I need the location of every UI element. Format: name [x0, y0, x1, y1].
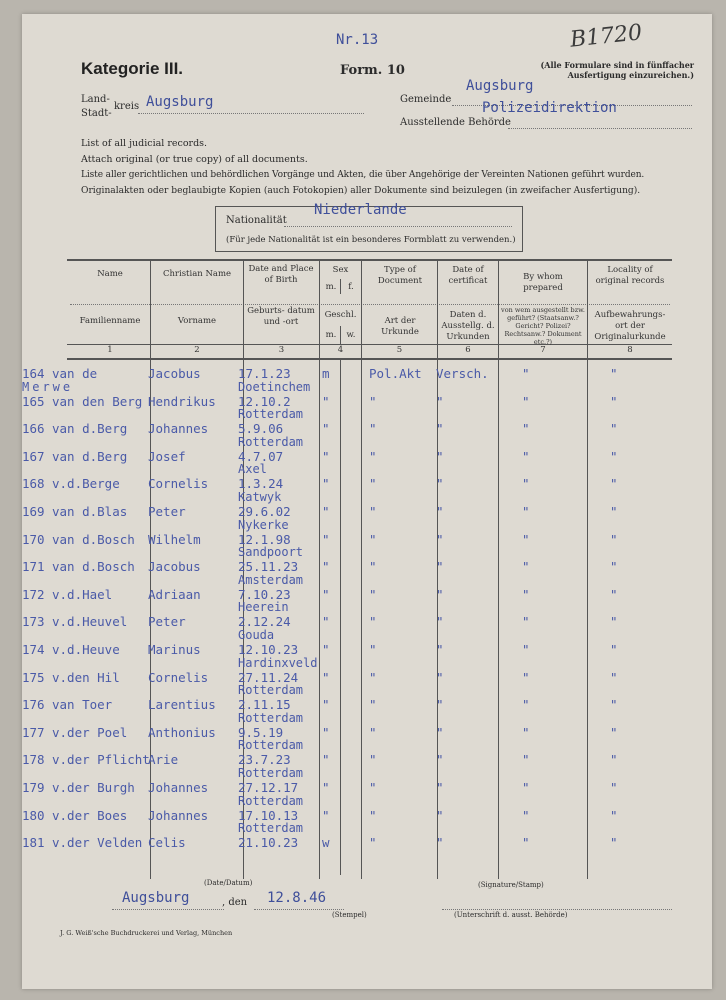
christian-name: Peter — [148, 614, 186, 630]
certificate-date: " — [436, 752, 444, 768]
certificate-date: " — [436, 586, 444, 602]
col-sex-m: m. — [325, 282, 337, 292]
table-row — [22, 683, 712, 727]
col-name-de: Familienname — [79, 316, 141, 326]
certificate-date: " — [436, 724, 444, 740]
row-number: 166 — [22, 421, 45, 437]
certificate-date: " — [436, 835, 444, 851]
nationality-value: Niederlande — [314, 202, 407, 218]
birth-date: 27.12.17 — [238, 780, 299, 795]
col-number: 1 — [107, 345, 113, 355]
prepared-by: " — [522, 393, 530, 409]
birth-place: Rotterdam — [238, 434, 304, 449]
record-locality: " — [610, 448, 618, 464]
table-row — [22, 366, 712, 396]
family-name-continued: Merwe — [22, 380, 74, 394]
table-row — [22, 710, 712, 755]
document-type: " — [369, 476, 377, 492]
row-number: 176 — [22, 697, 45, 713]
behoerde-label: Ausstellende Behörde — [400, 117, 511, 128]
table-row — [22, 793, 712, 838]
family-name: v.der Velden — [52, 835, 143, 851]
family-name: van d.Bosch — [52, 531, 135, 547]
col-sex-f: f. — [348, 282, 354, 292]
birth-date: 12.10.23 — [238, 642, 299, 657]
sex: " — [322, 697, 330, 713]
certificate-date: " — [436, 531, 444, 547]
certificate-date: " — [436, 393, 444, 409]
birth-date: 17.1.23 — [238, 366, 291, 381]
document-type: " — [369, 559, 377, 575]
document-type: " — [369, 504, 377, 519]
family-name: v.der Pflicht — [52, 752, 150, 768]
document-type: " — [369, 642, 377, 657]
birth-place: Rotterdam — [238, 407, 304, 422]
family-name: v.d.Berge — [52, 476, 120, 492]
nationality-line — [284, 226, 512, 227]
record-locality: " — [610, 669, 618, 685]
sex: " — [322, 476, 330, 492]
sex: " — [322, 724, 330, 740]
record-locality: " — [610, 780, 618, 795]
row-number: 167 — [22, 448, 45, 464]
family-name: v.d.Heuve — [52, 642, 120, 657]
birth-place: Katwyk — [238, 490, 282, 504]
place-line — [112, 909, 224, 910]
gemeinde-value: Augsburg — [466, 78, 534, 94]
birth-date: 7.10.23 — [238, 586, 291, 602]
family-name: v.d.Hael — [52, 586, 113, 602]
birth-date: 27.11.24 — [238, 669, 299, 685]
record-locality: " — [610, 393, 618, 409]
birth-place: Rotterdam — [238, 738, 304, 753]
birth-date: 29.6.02 — [238, 504, 291, 519]
row-number: 179 — [22, 780, 45, 795]
prepared-by: " — [522, 504, 530, 519]
prepared-by: " — [522, 697, 530, 713]
certificate-date: " — [436, 697, 444, 713]
nationality-label: Nationalität — [226, 215, 287, 226]
birth-date: 2.11.15 — [238, 697, 291, 713]
birth-date: 4.7.07 — [238, 448, 284, 464]
christian-name: Cornelis — [148, 669, 209, 685]
prepared-by: " — [522, 476, 530, 492]
handwritten-reference: B1720 — [568, 20, 644, 53]
birth-date: 17.10.13 — [238, 807, 299, 823]
record-locality: " — [610, 642, 618, 657]
sex: " — [322, 807, 330, 823]
birth-date: 25.11.23 — [238, 559, 299, 575]
birth-place: Rotterdam — [238, 683, 304, 698]
printer-imprint: J. G. Weiß'sche Buchdruckerei und Verlag, München — [60, 929, 233, 937]
col-doc-de: Art der Urkunde — [381, 316, 419, 337]
col-christian-de: Vorname — [177, 316, 217, 326]
record-locality: " — [610, 421, 618, 437]
row-number: 177 — [22, 724, 45, 740]
table-row — [22, 655, 712, 700]
certificate-date: " — [436, 421, 444, 437]
sex: m — [322, 366, 330, 381]
nationality-note: (Für jede Nationalität ist ein besonderes Formblatt zu verwenden.) — [226, 235, 516, 245]
sex: " — [322, 421, 330, 437]
family-name: v.der Boes — [52, 807, 128, 823]
certificate-date: " — [436, 476, 444, 492]
prepared-by: " — [522, 559, 530, 575]
table-row — [22, 738, 712, 782]
col-birth-en: Date and Place of Birth — [248, 264, 314, 285]
form-label: Form. 10 — [340, 63, 405, 78]
birth-date: 23.7.23 — [238, 752, 291, 768]
col-number: 6 — [465, 345, 471, 355]
table-row — [22, 462, 712, 506]
prepared-by: " — [522, 366, 530, 381]
prepared-by: " — [522, 669, 530, 685]
table-row — [22, 766, 712, 810]
row-number: 172 — [22, 586, 45, 602]
stadt-label: Stadt- — [81, 108, 112, 119]
col-loc-en: Locality of original records — [595, 265, 665, 286]
certificate-date: " — [436, 614, 444, 630]
table-row — [22, 821, 712, 865]
unterschrift-label: (Unterschrift d. ausst. Behörde) — [454, 911, 568, 919]
sex: " — [322, 448, 330, 464]
birth-date: 12.1.98 — [238, 531, 291, 547]
certificate-date: " — [436, 559, 444, 575]
document-type: " — [369, 697, 377, 713]
col-number: 2 — [194, 345, 200, 355]
table-numbers-rule — [67, 358, 672, 360]
col-sex-w-de: w. — [346, 330, 356, 340]
record-locality: " — [610, 559, 618, 575]
col-date-en: Date of certificat — [448, 265, 488, 286]
date-line — [254, 909, 344, 910]
row-number: 168 — [22, 476, 45, 492]
birth-place: Sandpoort — [238, 545, 304, 560]
col-number: 8 — [627, 345, 633, 355]
row-number: 169 — [22, 504, 45, 519]
birth-place: Doetinchem — [238, 379, 311, 394]
col-sex-de: Geschl. — [324, 310, 357, 320]
christian-name: Marinus — [148, 642, 201, 657]
col-sex-en: Sex — [332, 265, 349, 275]
footer-place: Augsburg — [122, 890, 190, 906]
christian-name: Anthonius — [148, 724, 216, 740]
prepared-by: " — [522, 642, 530, 657]
prepared-by: " — [522, 586, 530, 602]
document-type: " — [369, 807, 377, 823]
prepared-by: " — [522, 448, 530, 464]
col-birth-de: Geburts- datum und -ort — [247, 306, 315, 327]
certificate-date: " — [436, 504, 444, 519]
sex: " — [322, 393, 330, 409]
prepared-by: " — [522, 835, 530, 851]
behoerde-line — [508, 128, 692, 129]
col-christian-en: Christian Name — [162, 269, 232, 279]
sex: " — [322, 614, 330, 630]
row-number: 180 — [22, 807, 45, 823]
birth-date: 5.9.06 — [238, 421, 284, 437]
family-name: van de — [52, 366, 98, 381]
certificate-date: " — [436, 642, 444, 657]
form-number-stamp: Nr.13 — [336, 32, 379, 48]
col-number: 5 — [396, 345, 403, 355]
document-type: " — [369, 586, 377, 602]
col-by-en: By whom prepared — [523, 272, 563, 293]
certificate-date: " — [436, 669, 444, 685]
gemeinde-label: Gemeinde — [400, 94, 452, 105]
header-dotted-divider — [70, 304, 670, 305]
family-name: van d.Blas — [52, 504, 128, 519]
document-type: " — [369, 448, 377, 464]
behoerde-value: Polizeidirektion — [482, 100, 617, 116]
prepared-by: " — [522, 752, 530, 768]
christian-name: Adriaan — [148, 586, 201, 602]
row-number: 178 — [22, 752, 45, 768]
birth-place: Rotterdam — [238, 821, 304, 836]
christian-name: Johannes — [148, 780, 209, 795]
land-label: Land- — [81, 94, 110, 105]
family-name: van den Berg — [52, 393, 143, 409]
copies-note-2: Ausfertigung einzureichen.) — [567, 70, 694, 80]
prepared-by: " — [522, 807, 530, 823]
form-sheet — [22, 14, 712, 989]
birth-date: 21.10.23 — [238, 835, 299, 851]
row-number: 175 — [22, 669, 45, 685]
birth-place: Rotterdam — [238, 793, 304, 808]
christian-name: Celis — [148, 835, 186, 851]
family-name: v.der Burgh — [52, 780, 135, 795]
col-number: 7 — [540, 345, 546, 355]
family-name: v.d.Heuvel — [52, 614, 128, 630]
family-name: van d.Berg — [52, 448, 128, 464]
prepared-by: " — [522, 531, 530, 547]
record-locality: " — [610, 504, 618, 519]
row-number: 165 — [22, 393, 45, 409]
date-label: (Date/Datum) — [204, 879, 253, 887]
prepared-by: " — [522, 614, 530, 630]
footer-date: 12.8.46 — [267, 890, 327, 906]
birth-date: 1.3.24 — [238, 476, 284, 492]
signature-line — [442, 909, 672, 910]
christian-name: Arie — [148, 752, 179, 768]
family-name: v.der Poel — [52, 724, 128, 740]
family-name: van Toer — [52, 697, 113, 713]
christian-name: Johannes — [148, 421, 209, 437]
birth-place: Rotterdam — [238, 766, 304, 780]
col-by-de: von wem ausgestellt bzw. geführt? (Staatsanw.? Gericht? Polizei? Rechtsanw.? Dokument etc.?) — [501, 306, 585, 346]
row-number: 171 — [22, 559, 45, 575]
kreis-line — [138, 113, 364, 114]
table-row — [22, 545, 712, 589]
col-loc-de: Aufbewahrungs- ort der Originalurkunde — [594, 310, 666, 342]
certificate-date: Versch. — [436, 366, 489, 381]
sex: " — [322, 559, 330, 575]
birth-place: Axel — [238, 462, 267, 477]
document-type: " — [369, 421, 377, 437]
table-row — [22, 517, 712, 562]
christian-name: Johannes — [148, 807, 209, 823]
certificate-date: " — [436, 448, 444, 464]
sex: " — [322, 752, 330, 768]
col-name-en: Name — [97, 269, 123, 279]
prepared-by: " — [522, 724, 530, 740]
instruction-line: List of all judicial records. — [81, 138, 208, 149]
christian-name: Jacobus — [148, 366, 201, 381]
birth-date: 12.10.2 — [238, 393, 291, 409]
table-row — [22, 490, 712, 534]
record-locality: " — [610, 697, 618, 713]
footer-den: , den — [222, 897, 248, 908]
table-row — [22, 572, 712, 617]
christian-name: Peter — [148, 504, 186, 519]
kreis-label: kreis — [114, 101, 140, 112]
family-name: v.den Hil — [52, 669, 120, 685]
record-locality: " — [610, 807, 618, 823]
document-type: " — [369, 531, 377, 547]
birth-place: Heerein — [238, 600, 289, 615]
christian-name: Josef — [148, 448, 186, 464]
record-locality: " — [610, 724, 618, 740]
col-sex-m-de: m. — [325, 330, 337, 340]
record-locality: " — [610, 614, 618, 630]
christian-name: Larentius — [148, 697, 216, 713]
category-title: Kategorie III. — [81, 59, 184, 78]
kreis-value: Augsburg — [146, 94, 214, 110]
instruction-line: Attach original (or true copy) of all documents. — [81, 154, 308, 165]
family-name: van d.Berg — [52, 421, 128, 437]
birth-place: Nykerke — [238, 517, 289, 532]
document-type: " — [369, 614, 377, 630]
table-row — [22, 628, 712, 672]
row-number: 173 — [22, 614, 45, 630]
record-locality: " — [610, 476, 618, 492]
document-type: " — [369, 724, 377, 740]
col-number: 3 — [278, 345, 285, 355]
table-row — [22, 600, 712, 644]
row-number: 174 — [22, 642, 45, 657]
sex: " — [322, 504, 330, 519]
prepared-by: " — [522, 780, 530, 795]
row-number: 170 — [22, 531, 45, 547]
document-type: " — [369, 752, 377, 768]
birth-place: Rotterdam — [238, 710, 304, 725]
instruction-line: Liste aller gerichtlichen und behördlichen Vorgänge und Akten, die über Angehörige der Vereinten Nationen geführt wurden. — [81, 170, 645, 180]
copies-note-1: (Alle Formulare sind in fünffacher — [540, 60, 694, 70]
birth-place: Amsterdam — [238, 572, 304, 587]
table-top-rule — [67, 259, 672, 261]
christian-name: Hendrikus — [148, 393, 216, 409]
birth-date: 2.12.24 — [238, 614, 291, 630]
sex: " — [322, 780, 330, 795]
document-type: Pol.Akt — [369, 366, 422, 381]
col-date-de: Daten d. Ausstellg. d. Urkunden — [441, 310, 495, 342]
sex: " — [322, 586, 330, 602]
birth-place: Hardinxveld — [238, 655, 318, 670]
row-number: 164 — [22, 366, 45, 381]
table-row — [22, 434, 712, 479]
prepared-by: " — [522, 421, 530, 437]
family-name: van d.Bosch — [52, 559, 135, 575]
document-type: " — [369, 835, 377, 851]
sex: " — [322, 642, 330, 657]
document-type: " — [369, 393, 377, 409]
christian-name: Cornelis — [148, 476, 209, 492]
table-row — [22, 407, 712, 451]
signature-label: (Signature/Stamp) — [478, 881, 544, 889]
sex: " — [322, 531, 330, 547]
christian-name: Wilhelm — [148, 531, 201, 547]
document-type: " — [369, 780, 377, 795]
certificate-date: " — [436, 807, 444, 823]
record-locality: " — [610, 366, 618, 381]
row-number: 181 — [22, 835, 45, 851]
document-type: " — [369, 669, 377, 685]
record-locality: " — [610, 531, 618, 547]
birth-date: 9.5.19 — [238, 724, 284, 740]
birth-place: Gouda — [238, 628, 275, 642]
col-number: 4 — [337, 345, 344, 355]
record-locality: " — [610, 835, 618, 851]
certificate-date: " — [436, 780, 444, 795]
record-locality: " — [610, 752, 618, 768]
sex: w — [322, 835, 330, 851]
stempel-label: (Stempel) — [332, 911, 367, 919]
christian-name: Jacobus — [148, 559, 201, 575]
record-locality: " — [610, 586, 618, 602]
instruction-line: Originalakten oder beglaubigte Kopien (auch Fotokopien) aller Dokumente sind beizulegen (in zweifacher Ausfertigung). — [81, 186, 641, 196]
col-doc-en: Type of Document — [377, 265, 423, 286]
sex: " — [322, 669, 330, 685]
